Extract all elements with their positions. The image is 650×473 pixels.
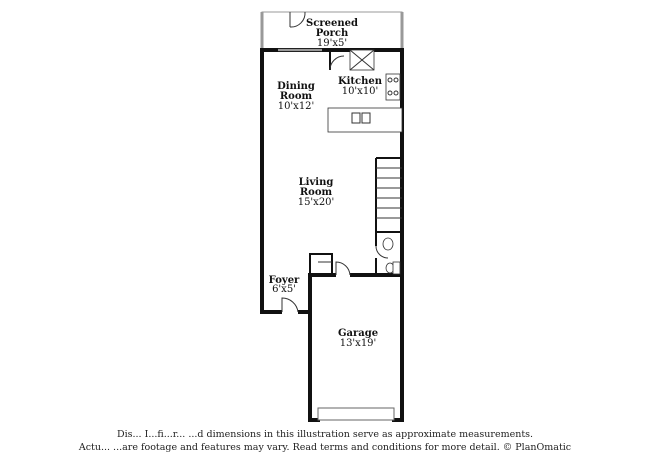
half-bath xyxy=(376,232,402,275)
kitchen-label: Kitchen xyxy=(337,76,383,87)
front-door-icon xyxy=(282,298,298,312)
disclaimer-line2: Actu... ...are footage and features may vary. Read terms and conditions for more detail. © PlanOmatic xyxy=(78,442,572,453)
dining-label-line1: Dining xyxy=(277,81,315,92)
kitchen-door-icon xyxy=(330,56,344,70)
garage-entry-door-icon xyxy=(336,262,350,275)
porch-label-line2: Porch xyxy=(315,28,349,39)
staircase xyxy=(376,158,402,232)
disclaimer-line1: Dis... I...fi...r... ...d dimensions in this illustration serve as approximate measurements. xyxy=(116,429,534,440)
living-label-line2: Room xyxy=(299,187,333,198)
kitchen-pantry xyxy=(350,50,374,70)
living-size: 15'x20' xyxy=(297,197,335,208)
garage-size: 13'x19' xyxy=(339,338,377,349)
porch-size: 19'x5' xyxy=(316,38,348,49)
kitchen-island xyxy=(328,108,402,132)
dining-label-line2: Room xyxy=(279,91,313,102)
foyer-closet xyxy=(310,254,332,275)
kitchen-size: 10'x10' xyxy=(341,86,379,97)
garage-door xyxy=(318,408,394,420)
garage-label: Garage xyxy=(337,328,379,339)
dining-size: 10'x12' xyxy=(277,101,315,112)
sliding-door-icon xyxy=(278,49,322,51)
foyer-size: 6'x5' xyxy=(272,284,296,295)
living-label-line1: Living xyxy=(298,177,334,188)
foyer-label: Foyer xyxy=(268,275,300,286)
porch-label-line1: Screened xyxy=(306,18,358,29)
kitchen-range xyxy=(386,74,400,100)
